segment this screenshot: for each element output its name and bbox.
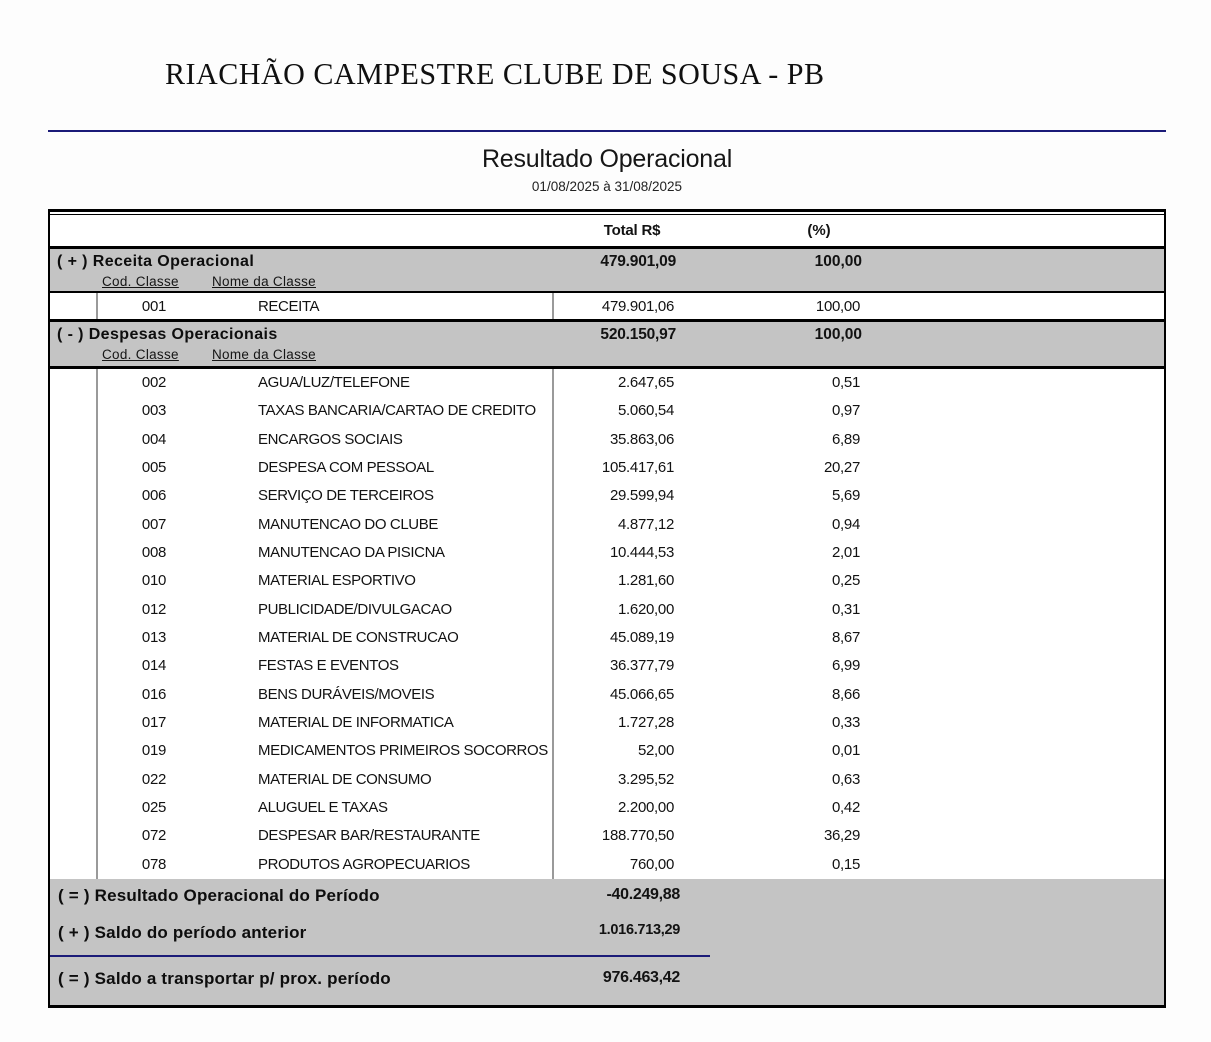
row-filler <box>860 794 1164 822</box>
subheader-name: Nome da Classe <box>212 274 316 289</box>
column-header-row <box>50 215 1164 249</box>
class-total: 188.770,50 <box>601 827 674 845</box>
row-gutter <box>50 794 98 822</box>
class-name: RECEITA <box>210 293 554 319</box>
class-name: MEDICAMENTOS PRIMEIROS SOCORROS <box>210 737 554 765</box>
table-row <box>50 822 1164 850</box>
class-total: 2.647,65 <box>618 374 674 391</box>
table-row <box>50 681 1164 709</box>
class-total: 1.727,28 <box>618 713 674 731</box>
table-row <box>50 624 1164 652</box>
class-percent: 6,89 <box>832 430 860 448</box>
class-percent: 0,15 <box>832 855 860 873</box>
row-filler <box>860 454 1164 482</box>
table-row <box>50 596 1164 624</box>
table-row <box>50 482 1164 510</box>
row-filler <box>860 482 1164 510</box>
row-gutter <box>50 822 98 850</box>
class-code: 010 <box>141 572 167 590</box>
class-code: 019 <box>141 742 167 760</box>
class-total: 45.066,65 <box>609 685 674 703</box>
class-total: 10.444,53 <box>609 543 674 561</box>
class-percent: 8,67 <box>832 628 860 646</box>
class-total: 52,00 <box>637 742 674 760</box>
class-name: SERVIÇO DE TERCEIROS <box>210 482 554 510</box>
class-percent: 6,99 <box>832 657 860 675</box>
row-gutter <box>50 737 98 765</box>
row-gutter <box>50 596 98 624</box>
row-filler <box>860 624 1164 652</box>
class-percent: 0,94 <box>832 515 860 533</box>
class-total: 105.417,61 <box>601 458 674 476</box>
row-filler <box>860 293 1164 319</box>
table-row <box>50 397 1164 425</box>
row-gutter <box>50 766 98 794</box>
row-gutter <box>50 511 98 539</box>
expense-section-percent: 100,00 <box>814 326 862 343</box>
column-header-percent: (%) <box>807 222 831 239</box>
table-row <box>50 369 1164 397</box>
row-gutter <box>50 539 98 567</box>
row-filler <box>860 596 1164 624</box>
class-total: 5.060,54 <box>618 402 674 420</box>
class-name: PRODUTOS AGROPECUARIOS <box>210 851 554 879</box>
class-percent: 5,69 <box>832 487 860 505</box>
revenue-section-header <box>50 249 1164 293</box>
revenue-section-label: ( + ) Receita Operacional <box>57 253 255 270</box>
class-percent: 0,51 <box>832 374 860 391</box>
class-name: DESPESA COM PESSOAL <box>210 454 554 482</box>
header-divider <box>48 130 1166 132</box>
class-name: MANUTENCAO DA PISICNA <box>210 539 554 567</box>
summary-row-previous-balance <box>50 919 1164 951</box>
class-code: 008 <box>141 543 167 561</box>
summary-divider-line <box>50 955 710 957</box>
row-filler <box>860 709 1164 737</box>
revenue-section-total: 479.901,09 <box>600 253 676 270</box>
subheader-name: Nome da Classe <box>212 347 316 362</box>
class-code: 006 <box>141 487 167 505</box>
row-gutter <box>50 454 98 482</box>
class-name: MATERIAL DE CONSUMO <box>210 766 554 794</box>
row-filler <box>860 822 1164 850</box>
class-name: DESPESAR BAR/RESTAURANTE <box>210 822 554 850</box>
row-gutter <box>50 652 98 680</box>
class-name: ENCARGOS SOCIAIS <box>210 426 554 454</box>
company-title: RIACHÃO CAMPESTRE CLUBE DE SOUSA - PB <box>165 56 825 91</box>
expense-section-label: ( - ) Despesas Operacionais <box>57 326 278 343</box>
row-filler <box>860 539 1164 567</box>
row-filler <box>860 681 1164 709</box>
table-row <box>50 511 1164 539</box>
summary-row-carry-balance <box>50 961 1164 997</box>
summary-value: -40.249,88 <box>606 885 680 903</box>
class-total: 479.901,06 <box>601 298 674 315</box>
expense-section-header <box>50 322 1164 369</box>
class-total: 35.863,06 <box>609 430 674 448</box>
class-code: 013 <box>141 628 167 646</box>
class-total: 1.620,00 <box>618 600 674 618</box>
report-table <box>48 209 1166 1008</box>
table-row <box>50 539 1164 567</box>
row-filler <box>860 652 1164 680</box>
revenue-rows <box>50 293 1164 322</box>
class-name: PUBLICIDADE/DIVULGACAO <box>210 596 554 624</box>
table-row <box>50 851 1164 879</box>
table-row <box>50 652 1164 680</box>
class-name: MATERIAL DE CONSTRUCAO <box>210 624 554 652</box>
class-code: 017 <box>141 713 167 731</box>
subheader-code: Cod. Classe <box>102 347 179 362</box>
table-row <box>50 293 1164 322</box>
row-gutter <box>50 624 98 652</box>
row-gutter <box>50 681 98 709</box>
row-filler <box>860 511 1164 539</box>
class-percent: 0,01 <box>832 742 860 760</box>
column-header-total: Total R$ <box>603 222 661 239</box>
class-code: 001 <box>141 298 167 315</box>
class-total: 2.200,00 <box>618 798 674 816</box>
summary-label: ( = ) Resultado Operacional do Período <box>58 885 380 905</box>
class-code: 078 <box>141 855 167 873</box>
class-percent: 20,27 <box>823 458 860 476</box>
class-name: TAXAS BANCARIA/CARTAO DE CREDITO <box>210 397 554 425</box>
class-code: 003 <box>141 402 167 420</box>
table-row <box>50 454 1164 482</box>
expense-rows <box>50 369 1164 879</box>
class-name: MATERIAL DE INFORMATICA <box>210 709 554 737</box>
class-total: 3.295,52 <box>618 770 674 788</box>
row-gutter <box>50 426 98 454</box>
class-name: MATERIAL ESPORTIVO <box>210 567 554 595</box>
revenue-section-percent: 100,00 <box>814 253 862 270</box>
class-code: 007 <box>141 515 167 533</box>
class-total: 45.089,19 <box>609 628 674 646</box>
class-percent: 0,42 <box>832 798 860 816</box>
row-filler <box>860 737 1164 765</box>
class-name: ALUGUEL E TAXAS <box>210 794 554 822</box>
subheader-code: Cod. Classe <box>102 274 179 289</box>
class-name: MANUTENCAO DO CLUBE <box>210 511 554 539</box>
class-code: 022 <box>141 770 167 788</box>
row-gutter <box>50 397 98 425</box>
class-percent: 0,31 <box>832 600 860 618</box>
row-filler <box>860 766 1164 794</box>
class-percent: 0,25 <box>832 572 860 590</box>
summary-row-result <box>50 879 1164 919</box>
expense-section-total: 520.150,97 <box>600 326 676 343</box>
class-name: AGUA/LUZ/TELEFONE <box>210 369 554 397</box>
class-total: 760,00 <box>629 855 674 873</box>
class-code: 002 <box>141 374 167 391</box>
table-row <box>50 709 1164 737</box>
class-percent: 2,01 <box>832 543 860 561</box>
class-total: 36.377,79 <box>609 657 674 675</box>
summary-value: 976.463,42 <box>602 968 680 986</box>
class-code: 005 <box>141 458 167 476</box>
class-percent: 8,66 <box>832 685 860 703</box>
class-total: 4.877,12 <box>618 515 674 533</box>
class-total: 29.599,94 <box>609 487 674 505</box>
summary-label: ( = ) Saldo a transportar p/ prox. período <box>58 968 391 988</box>
class-code: 016 <box>141 685 167 703</box>
class-percent: 0,63 <box>832 770 860 788</box>
row-gutter <box>50 567 98 595</box>
row-gutter <box>50 369 98 397</box>
class-percent: 0,97 <box>832 402 860 420</box>
row-gutter <box>50 851 98 879</box>
class-total: 1.281,60 <box>618 572 674 590</box>
summary-value: 1.016.713,29 <box>598 921 680 938</box>
class-percent: 0,33 <box>832 713 860 731</box>
row-gutter <box>50 293 98 319</box>
row-gutter <box>50 482 98 510</box>
class-code: 004 <box>141 430 167 448</box>
table-row <box>50 737 1164 765</box>
table-row <box>50 567 1164 595</box>
class-name: BENS DURÁVEIS/MOVEIS <box>210 681 554 709</box>
table-row <box>50 766 1164 794</box>
row-filler <box>860 369 1164 397</box>
row-filler <box>860 851 1164 879</box>
summary-label: ( + ) Saldo do período anterior <box>58 922 307 942</box>
report-period: 01/08/2025 à 31/08/2025 <box>531 179 683 194</box>
row-filler <box>860 567 1164 595</box>
class-code: 014 <box>141 657 167 675</box>
class-code: 012 <box>141 600 167 618</box>
table-row <box>50 794 1164 822</box>
class-percent: 100,00 <box>815 298 860 315</box>
table-row <box>50 426 1164 454</box>
class-code: 025 <box>141 798 167 816</box>
class-percent: 36,29 <box>823 827 860 845</box>
report-title: Resultado Operacional <box>481 145 733 173</box>
summary-section <box>50 879 1164 1005</box>
row-filler <box>860 397 1164 425</box>
row-gutter <box>50 709 98 737</box>
class-code: 072 <box>141 827 167 845</box>
class-name: FESTAS E EVENTOS <box>210 652 554 680</box>
row-filler <box>860 426 1164 454</box>
